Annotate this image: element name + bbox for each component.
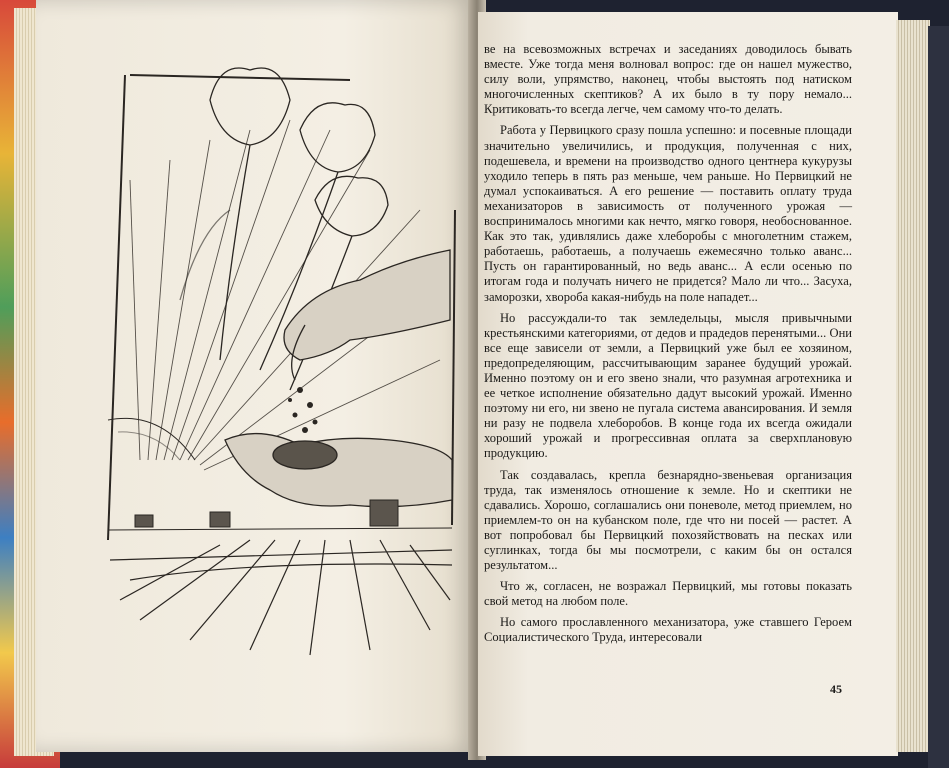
falling-seeds <box>288 387 318 433</box>
book-cover-right <box>928 26 949 768</box>
paragraph: Работа у Первицкого сразу пошла успешно: и посевные площади значительно увеличились, и продукция, полученная с них, подешевела, и времени на производство одного центнера кукурузы уходило теперь в пять раз меньше, чем раньше. Но Первицкий не думал успокаиваться. А его решение — поставить оплату труда механизаторов в зависимость от полученного урожая — воспринималось многими как нечто, мягко говоря, необоснованное. Как это так, удивлялись даже хлеборобы с многолетним стажем, работаешь, работаешь, а получаешь ежемесячно только аванс... Пусть он гарантированный, но ведь аванс... А если осенью по итогам года и получать ничего не придется? Мало ли что... Засуха, заморозки, хвороба какая-нибудь на поле нападет... <box>484 123 852 304</box>
paragraph: Так создавалась, крепла безнарядно-звеньевая организация труда, так изменялось отношение к земле. Но и скептики не сдавались. Хорошо, соглашались они поневоле, метод приемлем, но приемлем-то он на кубанском поле, где что ни посей — растет. А вот попробовал бы Первицкий похозяйствовать на песках или суглинках, тогда бы мы посмотрели, с каким бы он остался результатом... <box>484 467 852 573</box>
plowed-field <box>110 540 452 655</box>
sowing-hand <box>284 250 450 380</box>
receiving-hand <box>225 434 452 507</box>
page-number: 45 <box>830 682 842 696</box>
right-page-stack <box>896 20 930 752</box>
paragraph: Что ж, согласен, не возражал Первицкий, мы готовы показать свой метод на любом поле. <box>484 579 852 609</box>
paragraph: Но самого прославленного механизатора, уже ставшего Героем Социалистического Труда, интересовали <box>484 615 852 645</box>
page-text <box>484 42 852 646</box>
sower-illustration <box>100 60 460 660</box>
sun-icon <box>108 418 195 460</box>
paragraph: Но рассуждали-то так земледельцы, мысля привычными крестьянскими категориями, от дедов и прадедов перенятыми... Они все еще зависели от земли, а Первицкий уже был ее хозяином, предопределяющим, рассчитывающим заранее будущий урожай. Именно поэтому он и его звено знали, что разумная агротехника и ее четкое исполнение обязательно дадут высокий урожай. Именно поэтому ни его, ни звено не пугала система авансирования. И земля ни разу не подвела хлеборобов. В конце года их всегда ожидали хороший урожай и прогрессивная оплата за сверхплановую продукцию. <box>484 310 852 461</box>
paragraph: ве на всевозможных встречах и заседаниях доводилось бывать вместе. Уже тогда меня волновал вопрос: где он нашел мужество, силу воли, упрямство, наконец, чтобы выстоять под натиском многочисленных скептиков? А их было в ту пору немало... Критиковать-то всегда легче, чем самому что-то делать. <box>484 42 852 117</box>
